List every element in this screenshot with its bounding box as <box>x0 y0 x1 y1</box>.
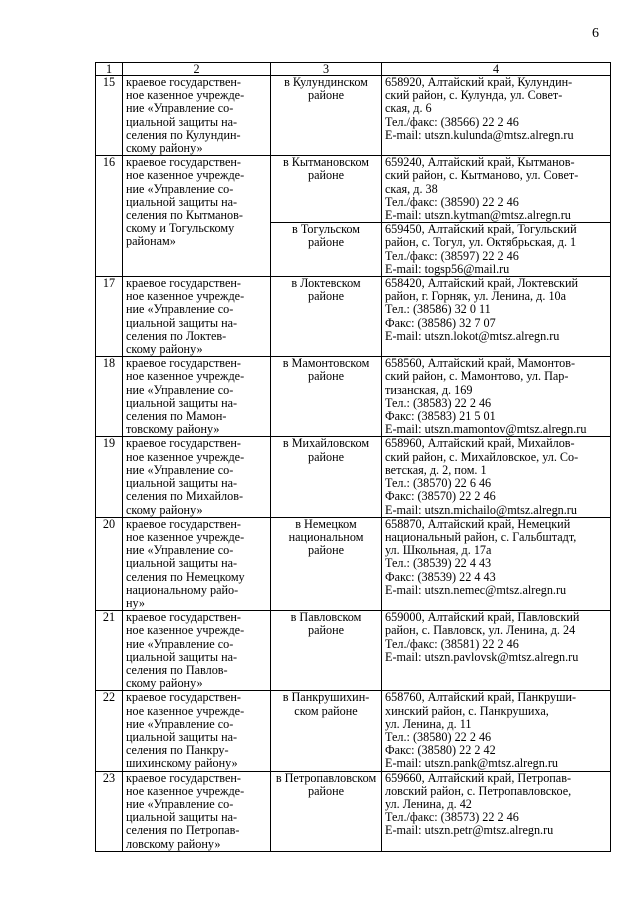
district-name <box>271 76 382 156</box>
cell-line: районе <box>307 369 345 384</box>
table-row <box>96 156 611 223</box>
district-name <box>271 691 382 771</box>
cell-line: национальному райо- <box>126 582 239 597</box>
district-name <box>271 357 382 437</box>
cell-line: ул. Ленина, д. 42 <box>385 796 472 811</box>
cell-line: ное казенное учрежде- <box>126 703 245 718</box>
cell-line: Факс: (38570) 22 2 46 <box>385 489 496 504</box>
table-row <box>96 357 611 437</box>
cell-line: ние «Управление со- <box>126 543 234 558</box>
header-col-4: 4 <box>382 63 611 76</box>
cell-line: ное казенное учрежде- <box>126 369 245 384</box>
cell-line: районе <box>307 543 345 558</box>
contact-address <box>382 691 611 771</box>
cell-line: ное казенное учрежде- <box>126 529 245 544</box>
row-number: 22 <box>96 691 123 771</box>
cell-line: скому району» <box>126 502 203 517</box>
cell-line: в Петропавловском <box>275 770 377 785</box>
cell-line: краевое государствен- <box>126 690 241 705</box>
institution-name <box>123 156 271 277</box>
cell-line: ский район, с. Кулунда, ул. Совет- <box>385 88 563 103</box>
contact-address <box>382 771 611 851</box>
row-number: 15 <box>96 76 123 156</box>
cell-line: скому району» <box>126 342 203 357</box>
cell-line: ловский район, с. Петропавловское, <box>385 783 572 798</box>
header-col-1: 1 <box>96 63 123 76</box>
table-row <box>96 437 611 517</box>
district-name <box>271 277 382 357</box>
cell-line: районе <box>307 449 345 464</box>
cell-line: 658560, Алтайский край, Мамонтов- <box>385 356 576 371</box>
cell-line: циальной защиты на- <box>126 556 238 571</box>
cell-line: E-mail: utszn.pavlovsk@mtsz.alregn.ru <box>385 649 579 664</box>
contact-address <box>382 277 611 357</box>
institution-name <box>123 437 271 517</box>
cell-line: E-mail: utszn.lokot@mtsz.alregn.ru <box>385 328 560 343</box>
cell-line: район, с. Павловск, ул. Ленина, д. 24 <box>385 623 576 638</box>
cell-line: в Тогульском <box>292 222 360 237</box>
cell-line: ное казенное учрежде- <box>126 88 245 103</box>
contact-address <box>382 437 611 517</box>
cell-line: селения по Мамон- <box>126 409 227 424</box>
institution-name <box>123 517 271 610</box>
cell-line: шихинскому району» <box>126 756 238 771</box>
cell-line: 659660, Алтайский край, Петропав- <box>385 770 572 785</box>
cell-line: ул. Ленина, д. 11 <box>385 716 472 731</box>
cell-line: E-mail: utszn.petr@mtsz.alregn.ru <box>385 823 554 838</box>
institution-name <box>123 277 271 357</box>
cell-line: ну» <box>126 595 146 610</box>
cell-line: Тел./факс: (38597) 22 2 46 <box>385 248 519 263</box>
cell-line: Тел.: (38583) 22 2 46 <box>385 395 492 410</box>
cell-line: Факс: (38586) 32 7 07 <box>385 315 496 330</box>
cell-line: ние «Управление со- <box>126 382 234 397</box>
table-row <box>96 277 611 357</box>
cell-line: E-mail: utszn.michailo@mtsz.alregn.ru <box>385 502 577 517</box>
district-name <box>271 771 382 851</box>
cell-line: в Панкрушихин- <box>282 690 370 705</box>
cell-line: циальной защиты на- <box>126 810 238 825</box>
cell-line: краевое государствен- <box>126 436 241 451</box>
cell-line: ное казенное учрежде- <box>126 449 245 464</box>
table-row <box>96 691 611 771</box>
cell-line: Факс: (38583) 21 5 01 <box>385 409 496 424</box>
cell-line: ние «Управление со- <box>126 101 234 116</box>
cell-line: национальном <box>288 529 364 544</box>
cell-line: E-mail: togsp56@mail.ru <box>385 261 510 276</box>
institution-name <box>123 611 271 691</box>
cell-line: краевое государствен- <box>126 276 241 291</box>
cell-line: Тел./факс: (38590) 22 2 46 <box>385 194 519 209</box>
cell-line: краевое государствен- <box>126 516 241 531</box>
cell-line: циальной защиты на- <box>126 395 238 410</box>
cell-line: краевое государствен- <box>126 75 241 89</box>
cell-line: селения по Локтев- <box>126 328 227 343</box>
cell-line: E-mail: utszn.kulunda@mtsz.alregn.ru <box>385 127 574 142</box>
cell-line: ние «Управление со- <box>126 462 234 477</box>
institution-name <box>123 691 271 771</box>
cell-line: циальной защиты на- <box>126 315 238 330</box>
table-row <box>96 517 611 610</box>
cell-line: ние «Управление со- <box>126 302 234 317</box>
cell-line: ное казенное учрежде- <box>126 168 245 183</box>
cell-line: 658420, Алтайский край, Локтевский <box>385 276 579 291</box>
cell-line: ском районе <box>294 703 358 718</box>
cell-line: Тел.: (38580) 22 2 46 <box>385 729 492 744</box>
cell-line: краевое государствен- <box>126 356 241 371</box>
cell-line: краевое государствен- <box>126 155 241 170</box>
cell-line: тизанская, д. 169 <box>385 382 473 397</box>
cell-line: ное казенное учрежде- <box>126 289 245 304</box>
cell-line: E-mail: utszn.kytman@mtsz.alregn.ru <box>385 208 571 223</box>
row-number: 20 <box>96 517 123 610</box>
cell-line: ул. Школьная, д. 17а <box>385 543 492 558</box>
cell-line: Тел./факс: (38581) 22 2 46 <box>385 636 519 651</box>
cell-line: краевое государствен- <box>126 610 241 625</box>
contact-address <box>382 357 611 437</box>
cell-line: в Локтевском <box>291 276 361 291</box>
cell-line: товскому району» <box>126 422 220 437</box>
cell-line: циальной защиты на- <box>126 649 238 664</box>
cell-line: циальной защиты на- <box>126 729 238 744</box>
cell-line: районе <box>307 235 345 250</box>
contact-address <box>382 517 611 610</box>
table-row <box>96 611 611 691</box>
cell-line: ное казенное учрежде- <box>126 783 245 798</box>
cell-line: районе <box>307 289 345 304</box>
cell-line: 658960, Алтайский край, Михайлов- <box>385 436 575 451</box>
page-number: 6 <box>592 26 599 41</box>
cell-line: в Мамонтовском <box>282 356 370 371</box>
cell-line: ветская, д. 2, пом. 1 <box>385 462 487 477</box>
row-number: 19 <box>96 437 123 517</box>
cell-line: циальной защиты на- <box>126 476 238 491</box>
contact-address <box>382 156 611 223</box>
cell-line: Тел.: (38570) 22 6 46 <box>385 476 492 491</box>
row-number: 18 <box>96 357 123 437</box>
table-row <box>96 771 611 851</box>
cell-line: ловскому району» <box>126 836 221 851</box>
cell-line: циальной защиты на- <box>126 114 238 129</box>
institution-name <box>123 76 271 156</box>
cell-line: селения по Петропав- <box>126 823 240 838</box>
table-header-row <box>96 63 611 76</box>
table-row <box>96 76 611 156</box>
institution-name <box>123 357 271 437</box>
cell-line: 659000, Алтайский край, Павловский <box>385 610 580 625</box>
cell-line: скому и Тогульскому <box>126 221 235 236</box>
cell-line: в Немецком <box>295 516 357 531</box>
district-name <box>271 437 382 517</box>
cell-line: циальной защиты на- <box>126 194 238 209</box>
cell-line: районе <box>307 623 345 638</box>
cell-line: E-mail: utszn.mamontov@mtsz.alregn.ru <box>385 422 587 437</box>
cell-line: скому району» <box>126 676 203 691</box>
cell-line: краевое государствен- <box>126 770 241 785</box>
cell-line: 659240, Алтайский край, Кытманов- <box>385 155 575 170</box>
cell-line: район, с. Тогул, ул. Октябрьская, д. 1 <box>385 235 577 250</box>
cell-line: селения по Павлов- <box>126 662 228 677</box>
cell-line: в Кытмановском <box>282 155 370 170</box>
cell-line: 658760, Алтайский край, Панкруши- <box>385 690 577 705</box>
header-col-3: 3 <box>271 63 382 76</box>
cell-line: в Павловском <box>290 610 362 625</box>
row-number: 17 <box>96 277 123 357</box>
cell-line: районам» <box>126 234 176 249</box>
cell-line: селения по Михайлов- <box>126 489 244 504</box>
cell-line: ский район, с. Мамонтово, ул. Пар- <box>385 369 569 384</box>
district-name <box>271 223 382 277</box>
cell-line: ская, д. 6 <box>385 101 432 116</box>
cell-line: ская, д. 38 <box>385 181 438 196</box>
cell-line: в Михайловском <box>282 436 370 451</box>
cell-line: ский район, с. Кытманово, ул. Совет- <box>385 168 579 183</box>
cell-line: селения по Кытманов- <box>126 208 243 223</box>
row-number: 23 <box>96 771 123 851</box>
header-col-2: 2 <box>123 63 271 76</box>
district-name <box>271 517 382 610</box>
cell-line: селения по Панкру- <box>126 743 229 758</box>
cell-line: районе <box>307 88 345 103</box>
cell-line: селения по Кулундин- <box>126 127 241 142</box>
cell-line: Тел.: (38586) 32 0 11 <box>385 302 491 317</box>
cell-line: ние «Управление со- <box>126 181 234 196</box>
cell-line: скому району» <box>126 141 203 156</box>
cell-line: районе <box>307 168 345 183</box>
contact-address <box>382 76 611 156</box>
cell-line: 659450, Алтайский край, Тогульский <box>385 222 577 237</box>
cell-line: ное казенное учрежде- <box>126 623 245 638</box>
cell-line: Тел./факс: (38573) 22 2 46 <box>385 810 519 825</box>
district-name <box>271 611 382 691</box>
contact-address <box>382 611 611 691</box>
cell-line: район, г. Горняк, ул. Ленина, д. 10а <box>385 289 567 304</box>
row-number: 21 <box>96 611 123 691</box>
cell-line: районе <box>307 783 345 798</box>
cell-line: в Кулундинском <box>284 75 368 89</box>
cell-line: E-mail: utszn.nemec@mtsz.alregn.ru <box>385 582 567 597</box>
cell-line: 658920, Алтайский край, Кулундин- <box>385 75 573 89</box>
institutions-table <box>95 62 611 852</box>
cell-line: хинский район, с. Панкрушиха, <box>385 703 549 718</box>
cell-line: ние «Управление со- <box>126 636 234 651</box>
district-name <box>271 156 382 223</box>
institution-name <box>123 771 271 851</box>
contact-address <box>382 223 611 277</box>
cell-line: Факс: (38580) 22 2 42 <box>385 743 496 758</box>
cell-line: национальный район, с. Гальбштадт, <box>385 529 577 544</box>
cell-line: Тел./факс: (38566) 22 2 46 <box>385 114 519 129</box>
cell-line: E-mail: utszn.pank@mtsz.alregn.ru <box>385 756 558 771</box>
cell-line: ние «Управление со- <box>126 796 234 811</box>
cell-line: селения по Немецкому <box>126 569 245 584</box>
cell-line: Факс: (38539) 22 4 43 <box>385 569 496 584</box>
cell-line: ский район, с. Михайловское, ул. Со- <box>385 449 579 464</box>
cell-line: Тел.: (38539) 22 4 43 <box>385 556 492 571</box>
cell-line: ние «Управление со- <box>126 716 234 731</box>
row-number: 16 <box>96 156 123 277</box>
cell-line: 658870, Алтайский край, Немецкий <box>385 516 571 531</box>
